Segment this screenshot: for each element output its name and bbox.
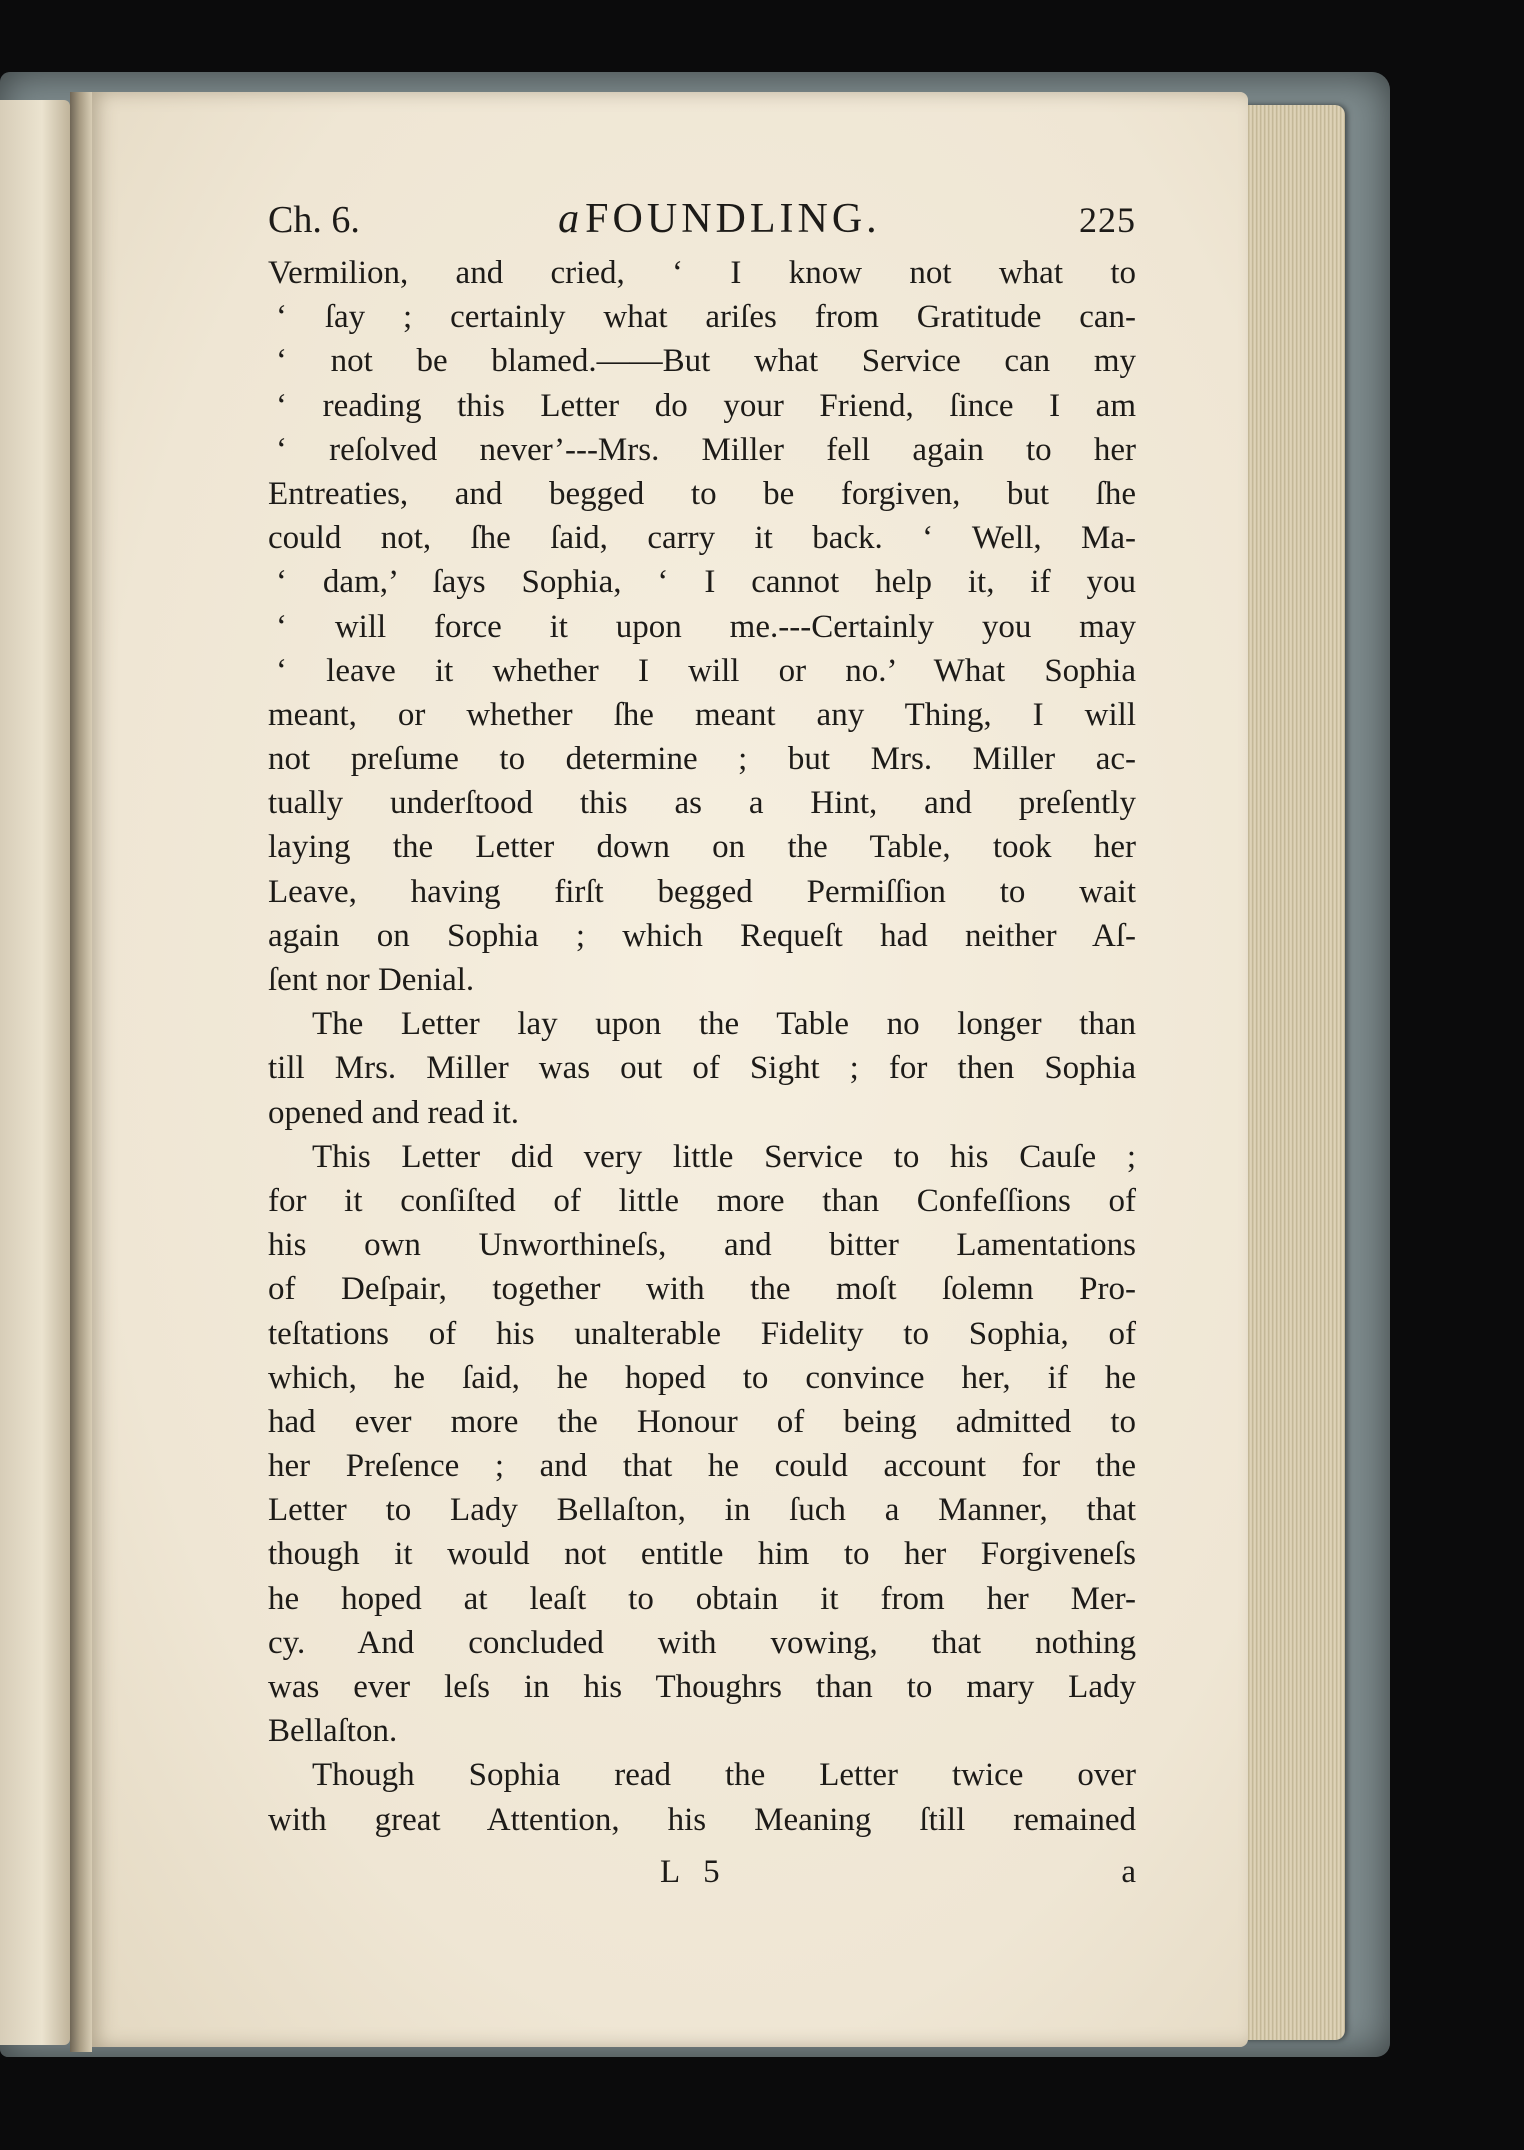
text-line: of Deſpair, together with the moſt ſolemn Pro- bbox=[268, 1271, 1136, 1308]
text-line: till Mrs. Miller was out of Sight ; for then Sophia bbox=[268, 1050, 1136, 1087]
book-gutter bbox=[70, 92, 92, 2052]
signature-mark: L 5 bbox=[660, 1853, 728, 1890]
text-line: ‘ not be blamed.——But what Service can my bbox=[276, 343, 1136, 380]
page-footer bbox=[268, 1850, 1136, 1894]
running-title-main: FOUNDLING. bbox=[585, 196, 881, 242]
text-line: laying the Letter down on the Table, took her bbox=[268, 829, 1136, 866]
text-line: for it conſiſted of little more than Confeſſions of bbox=[268, 1182, 1136, 1219]
text-line: her Preſence ; and that he could account for the bbox=[268, 1448, 1136, 1485]
text-line: ‘ will force it upon me.---Certainly you may bbox=[276, 608, 1136, 645]
text-line: he hoped at leaſt to obtain it from her Mer- bbox=[268, 1580, 1136, 1617]
page-number: 225 bbox=[1078, 200, 1136, 240]
text-line: again on Sophia ; which Requeſt had neither Aſ- bbox=[268, 917, 1136, 954]
text-line: This Letter did very little Service to his Cauſe ; bbox=[312, 1138, 1136, 1175]
text-line: could not, ſhe ſaid, carry it back. ‘ Well, Ma- bbox=[268, 520, 1136, 557]
running-title bbox=[558, 195, 881, 243]
chapter-label: Ch. 6. bbox=[268, 199, 360, 241]
text-line: ‘ reſolved never’---Mrs. Miller fell again to her bbox=[276, 431, 1136, 468]
text-line: tually underſtood this as a Hint, and preſently bbox=[268, 785, 1136, 822]
text-line: with great Attention, his Meaning ſtill remained bbox=[268, 1801, 1136, 1838]
running-title-article: a bbox=[558, 196, 580, 242]
text-line: meant, or whether ſhe meant any Thing, I will bbox=[268, 696, 1136, 733]
text-line: cy. And concluded with vowing, that nothing bbox=[268, 1624, 1136, 1661]
text-line: The Letter lay upon the Table no longer than bbox=[312, 1006, 1136, 1043]
text-line: Bellaſton. bbox=[268, 1713, 398, 1750]
text-line: ‘ dam,’ ſays Sophia, ‘ I cannot help it, if you bbox=[276, 564, 1136, 601]
page-text bbox=[268, 195, 1136, 1894]
text-line: Letter to Lady Bellaſton, in ſuch a Manner, that bbox=[268, 1492, 1136, 1529]
body-text bbox=[268, 251, 1136, 1842]
facing-page-edge bbox=[0, 100, 70, 2045]
text-line: Leave, having firſt begged Permiſſion to wait bbox=[268, 873, 1136, 910]
text-line: Though Sophia read the Letter twice over bbox=[312, 1757, 1136, 1794]
text-line: had ever more the Honour of being admitted to bbox=[268, 1403, 1136, 1440]
catchword: a bbox=[1121, 1853, 1136, 1890]
text-line: teſtations of his unalterable Fidelity to Sophia, of bbox=[268, 1315, 1136, 1352]
text-line: though it would not entitle him to her Forgiveneſs bbox=[268, 1536, 1136, 1573]
text-line: Vermilion, and cried, ‘ I know not what to bbox=[268, 255, 1136, 291]
text-line: was ever leſs in his Thoughrs than to mary Lady bbox=[268, 1669, 1136, 1705]
text-line: not preſume to determine ; but Mrs. Miller ac- bbox=[268, 741, 1136, 778]
text-line: opened and read it. bbox=[268, 1094, 520, 1131]
text-line: ‘ leave it whether I will or no.’ What Sophia bbox=[276, 652, 1136, 689]
text-line: ‘ ſay ; certainly what ariſes from Gratitude can- bbox=[276, 299, 1136, 336]
text-line: ‘ reading this Letter do your Friend, ſince I am bbox=[276, 387, 1136, 424]
text-line: his own Unworthineſs, and bitter Lamentations bbox=[268, 1227, 1136, 1264]
running-head bbox=[268, 195, 1136, 251]
text-line: ſent nor Denial. bbox=[268, 962, 475, 998]
text-line: which, he ſaid, he hoped to convince her, if he bbox=[268, 1359, 1136, 1396]
text-line: Entreaties, and begged to be forgiven, but ſhe bbox=[268, 475, 1136, 512]
